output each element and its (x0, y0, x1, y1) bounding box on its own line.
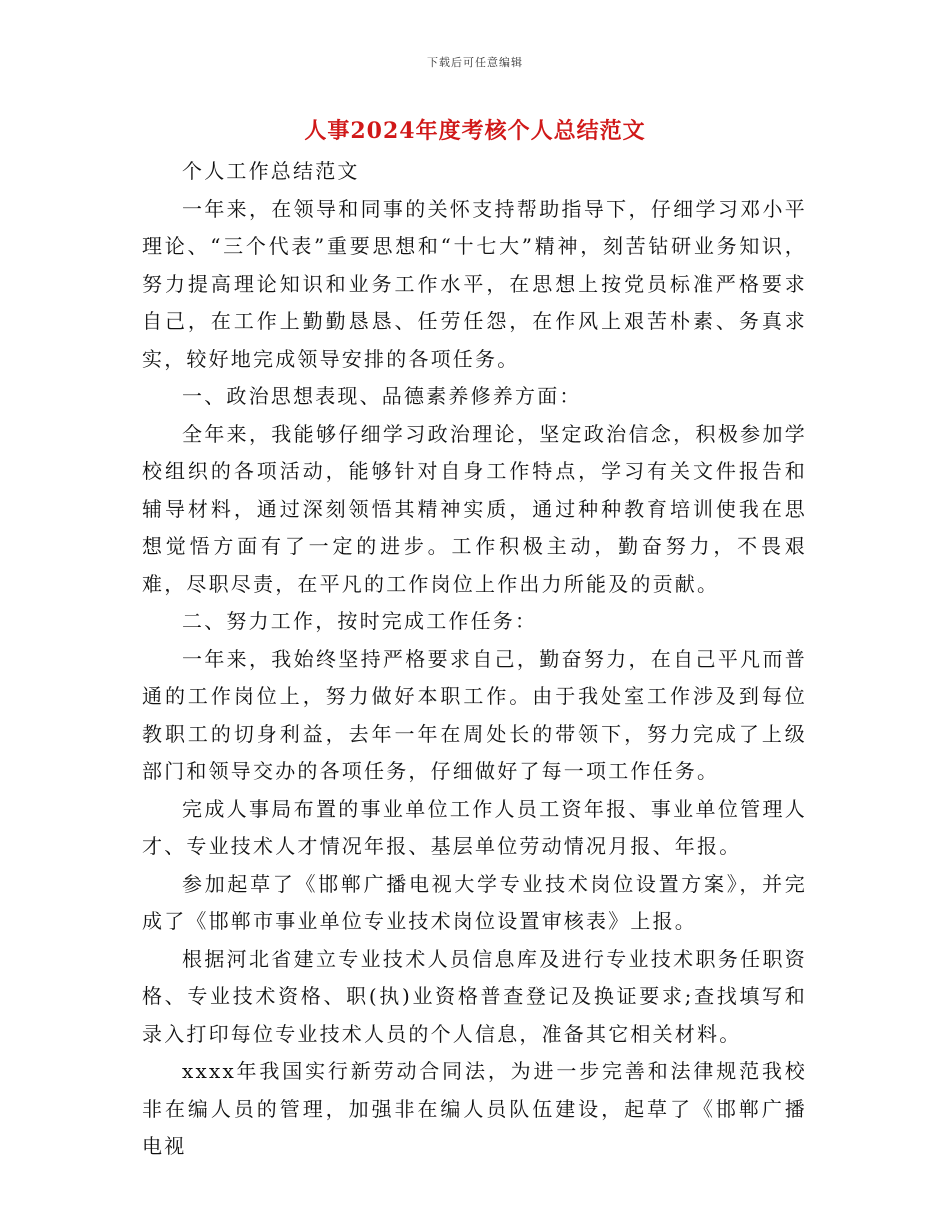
section-heading-2: 二、努力工作，按时完成工作任务： (182, 609, 538, 633)
paragraph-intro: 一年来，在领导和同事的关怀支持帮助指导下，仔细学习邓小平理论、“三个代表”重要思想和“十七大”精神，刻苦钻研业务知识，努力提高理论知识和业务工作水平，在思想上按党员标准严格要求自己，在工作上勤勤恳恳、任劳任怨，在作风上艰苦朴素、务真求实，较好地完成领导安排的各项任务。 (142, 196, 807, 371)
section-heading-1: 一、政治思想表现、品德素养修养方面： (182, 384, 582, 408)
paragraph-reports: 完成人事局布置的事业单位工作人员工资年报、事业单位管理人才、专业技术人才情况年报、基层单位劳动情况月报、年报。 (142, 796, 807, 858)
paragraph-political: 全年来，我能够仔细学习政治理论，坚定政治信念，积极参加学校组织的各项活动，能够针对自身工作特点，学习有关文件报告和辅导材料，通过深刻领悟其精神实质，通过种种教育培训使我在思想觉悟方面有了一定的进步。工作积极主动，勤奋努力，不畏艰难，尽职尽责，在平凡的工作岗位上作出力所能及的贡献。 (142, 421, 807, 596)
paragraph-database: 根据河北省建立专业技术人员信息库及进行专业技术职务任职资格、专业技术资格、职(执)业资格普查登记及换证要求;查找填写和录入打印每位专业技术人员的个人信息，准备其它相关材料。 (142, 946, 807, 1046)
page-header-note: 下载后可任意编辑 (427, 56, 523, 69)
document-body (142, 153, 807, 1166)
paragraph-labor-law: xxxx年我国实行新劳动合同法，为进一步完善和法律规范我校非在编人员的管理，加强非在编人员队伍建设，起草了《邯郸广播电视 (142, 1059, 807, 1158)
paragraph-subtitle: 个人工作总结范文 (182, 159, 360, 183)
paragraph-work: 一年来，我始终坚持严格要求自己，勤奋努力，在自己平凡而普通的工作岗位上，努力做好本职工作。由于我处室工作涉及到每位教职工的切身利益，去年一年在周处长的带领下，努力完成了上级部门和领导交办的各项任务，仔细做好了每一项工作任务。 (142, 646, 807, 783)
paragraph-drafting: 参加起草了《邯郸广播电视大学专业技术岗位设置方案》，并完成了《邯郸市事业单位专业技术岗位设置审核表》上报。 (142, 871, 807, 933)
document-title: 人事2024年度考核个人总结范文 (304, 118, 646, 144)
